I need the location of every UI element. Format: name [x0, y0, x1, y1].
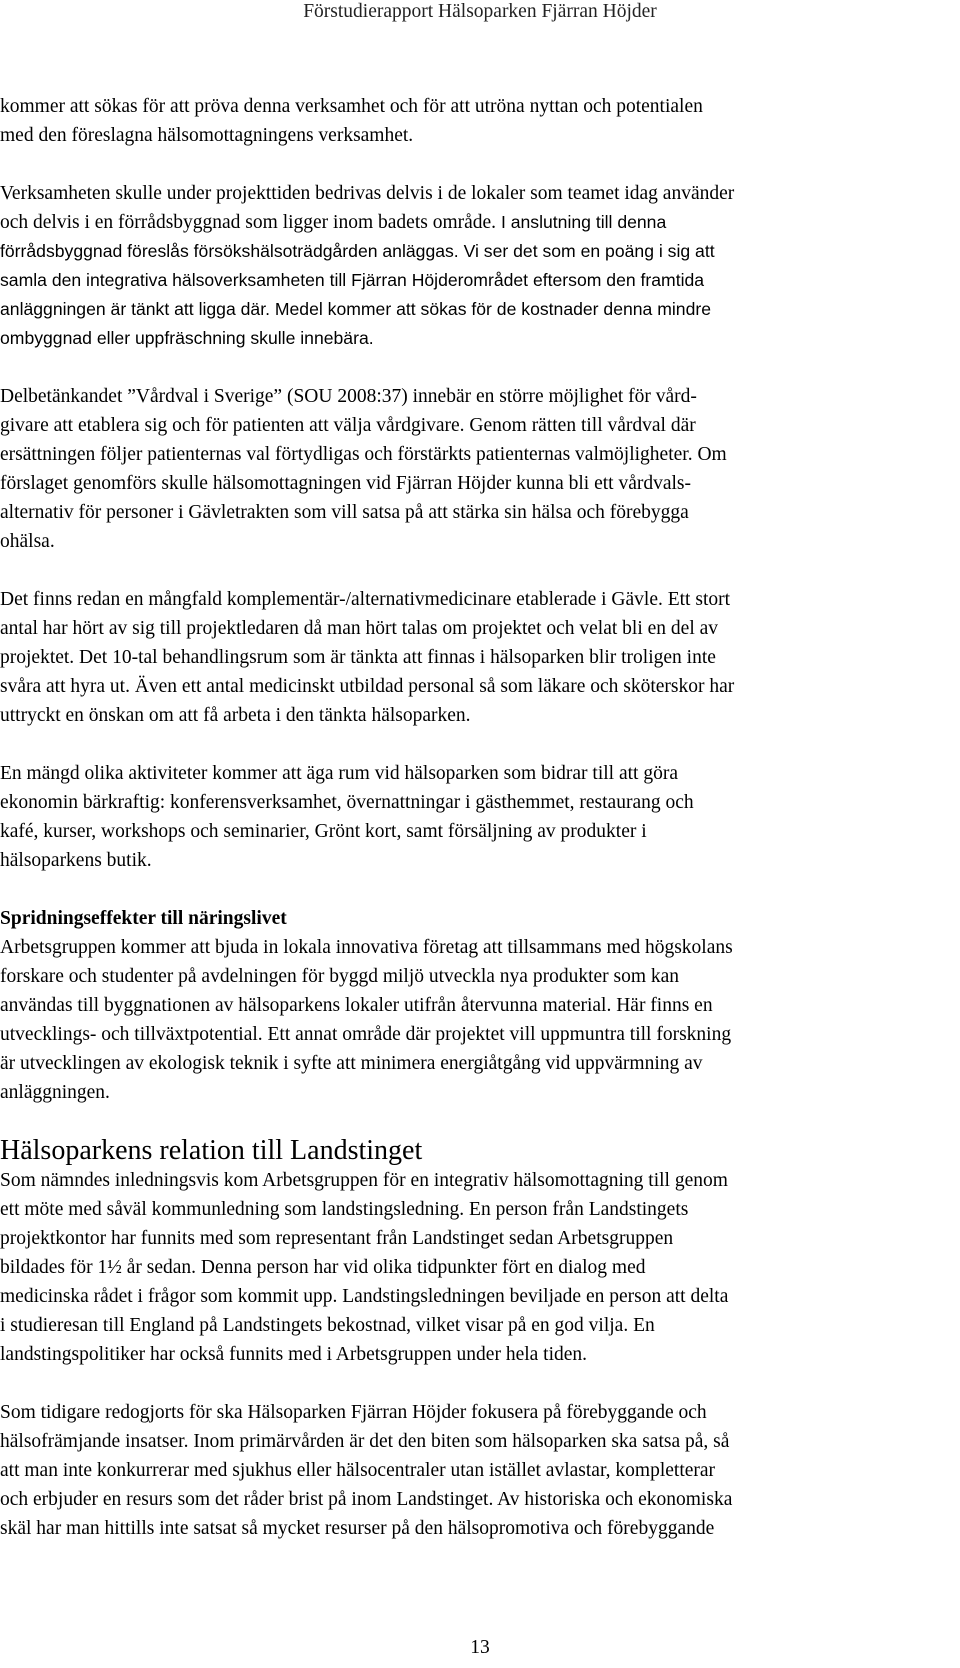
text-line: givare att etablera sig och för patienten att välja vårdgivare. Genom rätten till vårdval där — [0, 415, 696, 436]
text-line: och erbjuder en resurs som det råder brist på inom Landstinget. Av historiska och ekonomiska — [0, 1489, 733, 1510]
text-line — [0, 208, 960, 237]
section-subheading: Spridningseffekter till näringslivet — [0, 908, 287, 929]
text-run: I anslutning till denna — [496, 212, 667, 232]
text-line: utvecklings- och tillväxtpotential. Ett annat område där projektet vill uppmuntra till forskning — [0, 1024, 732, 1045]
text-line: Arbetsgruppen kommer att bjuda in lokala innovativa företag att tillsammans med högskolans — [0, 937, 733, 958]
text-line: En mängd olika aktiviteter kommer att äga rum vid hälsoparken som bidrar till att göra — [0, 763, 678, 784]
text-line: Som tidigare redogjorts för ska Hälsoparken Fjärran Höjder fokusera på förebyggande och — [0, 1402, 707, 1423]
text-line: anläggningen. — [0, 1082, 110, 1103]
text-line: användas till byggnationen av hälsoparkens lokaler utifrån återvunna material. Här finns en — [0, 995, 713, 1016]
text-line: ohälsa. — [0, 531, 55, 552]
page-number: 13 — [470, 1637, 490, 1658]
paragraph-aktiviteter — [0, 759, 960, 875]
text-line: samla den integrativa hälsoverksamheten till Fjärran Höjderområdet eftersom den framtida — [0, 270, 705, 290]
paragraph-mangfald — [0, 585, 960, 730]
text-line: alternativ för personer i Gävletrakten som vill satsa på att stärka sin hälsa och förebygga — [0, 502, 689, 523]
text-line: medicinska rådet i frågor som kommit upp. Landstingsledningen beviljade en person att delta — [0, 1286, 729, 1307]
section-spridningseffekter — [0, 904, 960, 1107]
text-line: uttryckt en önskan om att få arbeta i den tänkta hälsoparken. — [0, 705, 471, 726]
text-line: antal har hört av sig till projektledaren då man hört talas om projektet och velat bli en del av — [0, 618, 719, 639]
text-line: ekonomin bärkraftig: konferensverksamhet, övernattningar i gästhemmet, restaurang och — [0, 792, 694, 813]
text-line: i studieresan till England på Landstingets bekostnad, vilket visar på en god vilja. En — [0, 1315, 655, 1336]
text-line: förslaget genomförs skulle hälsomottagningen vid Fjärran Höjder kunna bli ett vårdvals- — [0, 473, 692, 494]
text-line: är utvecklingen av ekologisk teknik i syfte att minimera energiåtgång vid uppvärmning av — [0, 1053, 703, 1074]
running-header: Förstudierapport Hälsoparken Fjärran Höjder — [303, 1, 657, 22]
text-line: ett möte med såväl kommunledning som landstingsledning. En person från Landstingets — [0, 1199, 689, 1220]
text-line: projektet. Det 10-tal behandlingsrum som är tänkta att finnas i hälsoparken blir troligen inte — [0, 647, 716, 668]
text-line: hälsofrämjande insatser. Inom primärvården är det den biten som hälsoparken ska satsa på, så — [0, 1431, 730, 1452]
section-heading: Hälsoparkens relation till Landstinget — [0, 1135, 423, 1166]
paragraph-verksamheten — [0, 179, 960, 353]
text-line: Verksamheten skulle under projekttiden bedrivas delvis i de lokaler som teamet idag använder — [0, 183, 735, 204]
text-line: med den föreslagna hälsomottagningens verksamhet. — [0, 125, 414, 146]
text-line: ersättningen följer patienternas val förtydligas och förstärkts patienternas valmöjligheter. Om — [0, 444, 727, 465]
text-line: kafé, kurser, workshops och seminarier, Grönt kort, samt försäljning av produkter i — [0, 821, 647, 842]
text-line: ombyggnad eller uppfräschning skulle innebära. — [0, 328, 374, 348]
paragraph-intro — [0, 92, 960, 150]
text-line: Som nämndes inledningsvis kom Arbetsgruppen för en integrativ hälsomottagning till genom — [0, 1170, 728, 1191]
text-line: hälsoparkens butik. — [0, 850, 152, 871]
document-body — [0, 92, 960, 1543]
text-line: att man inte konkurrerar med sjukhus eller hälsocentraler utan istället avlastar, kompletterar — [0, 1460, 716, 1481]
section-landstinget — [0, 1136, 960, 1369]
text-line: forskare och studenter på avdelningen för byggd miljö utveckla nya produkter som kan — [0, 966, 680, 987]
paragraph-delbetankandet — [0, 382, 960, 556]
text-line: förrådsbyggnad föreslås försökshälsoträdgården anläggas. Vi ser det som en poäng i sig att — [0, 241, 715, 261]
text-line: svåra att hyra ut. Även ett antal medicinskt utbildad personal så som läkare och sköterskor har — [0, 676, 735, 697]
text-line: landstingspolitiker har också funnits med i Arbetsgruppen under hela tiden. — [0, 1344, 588, 1365]
text-run: och delvis i en förrådsbyggnad som ligger inom badets område. — [0, 212, 497, 233]
text-line: anläggningen är tänkt att ligga där. Medel kommer att sökas för de kostnader denna mindre — [0, 299, 712, 319]
text-line: Delbetänkandet ”Vårdval i Sverige” (SOU 2008:37) innebär en större möjlighet för vård- — [0, 386, 697, 407]
paragraph-forebyggande — [0, 1398, 960, 1543]
text-line: skäl har man hittills inte satsat så mycket resurser på den hälsopromotiva och förebyggande — [0, 1518, 715, 1539]
text-line: Det finns redan en mångfald komplementär-/alternativmedicinare etablerade i Gävle. Ett stort — [0, 589, 731, 610]
text-line: kommer att sökas för att pröva denna verksamhet och för att utröna nyttan och potentialen — [0, 96, 703, 117]
text-line: bildades för 1½ år sedan. Denna person har vid olika tidpunkter fört en dialog med — [0, 1257, 646, 1278]
text-line: projektkontor har funnits med som representant från Landstinget sedan Arbetsgruppen — [0, 1228, 674, 1249]
